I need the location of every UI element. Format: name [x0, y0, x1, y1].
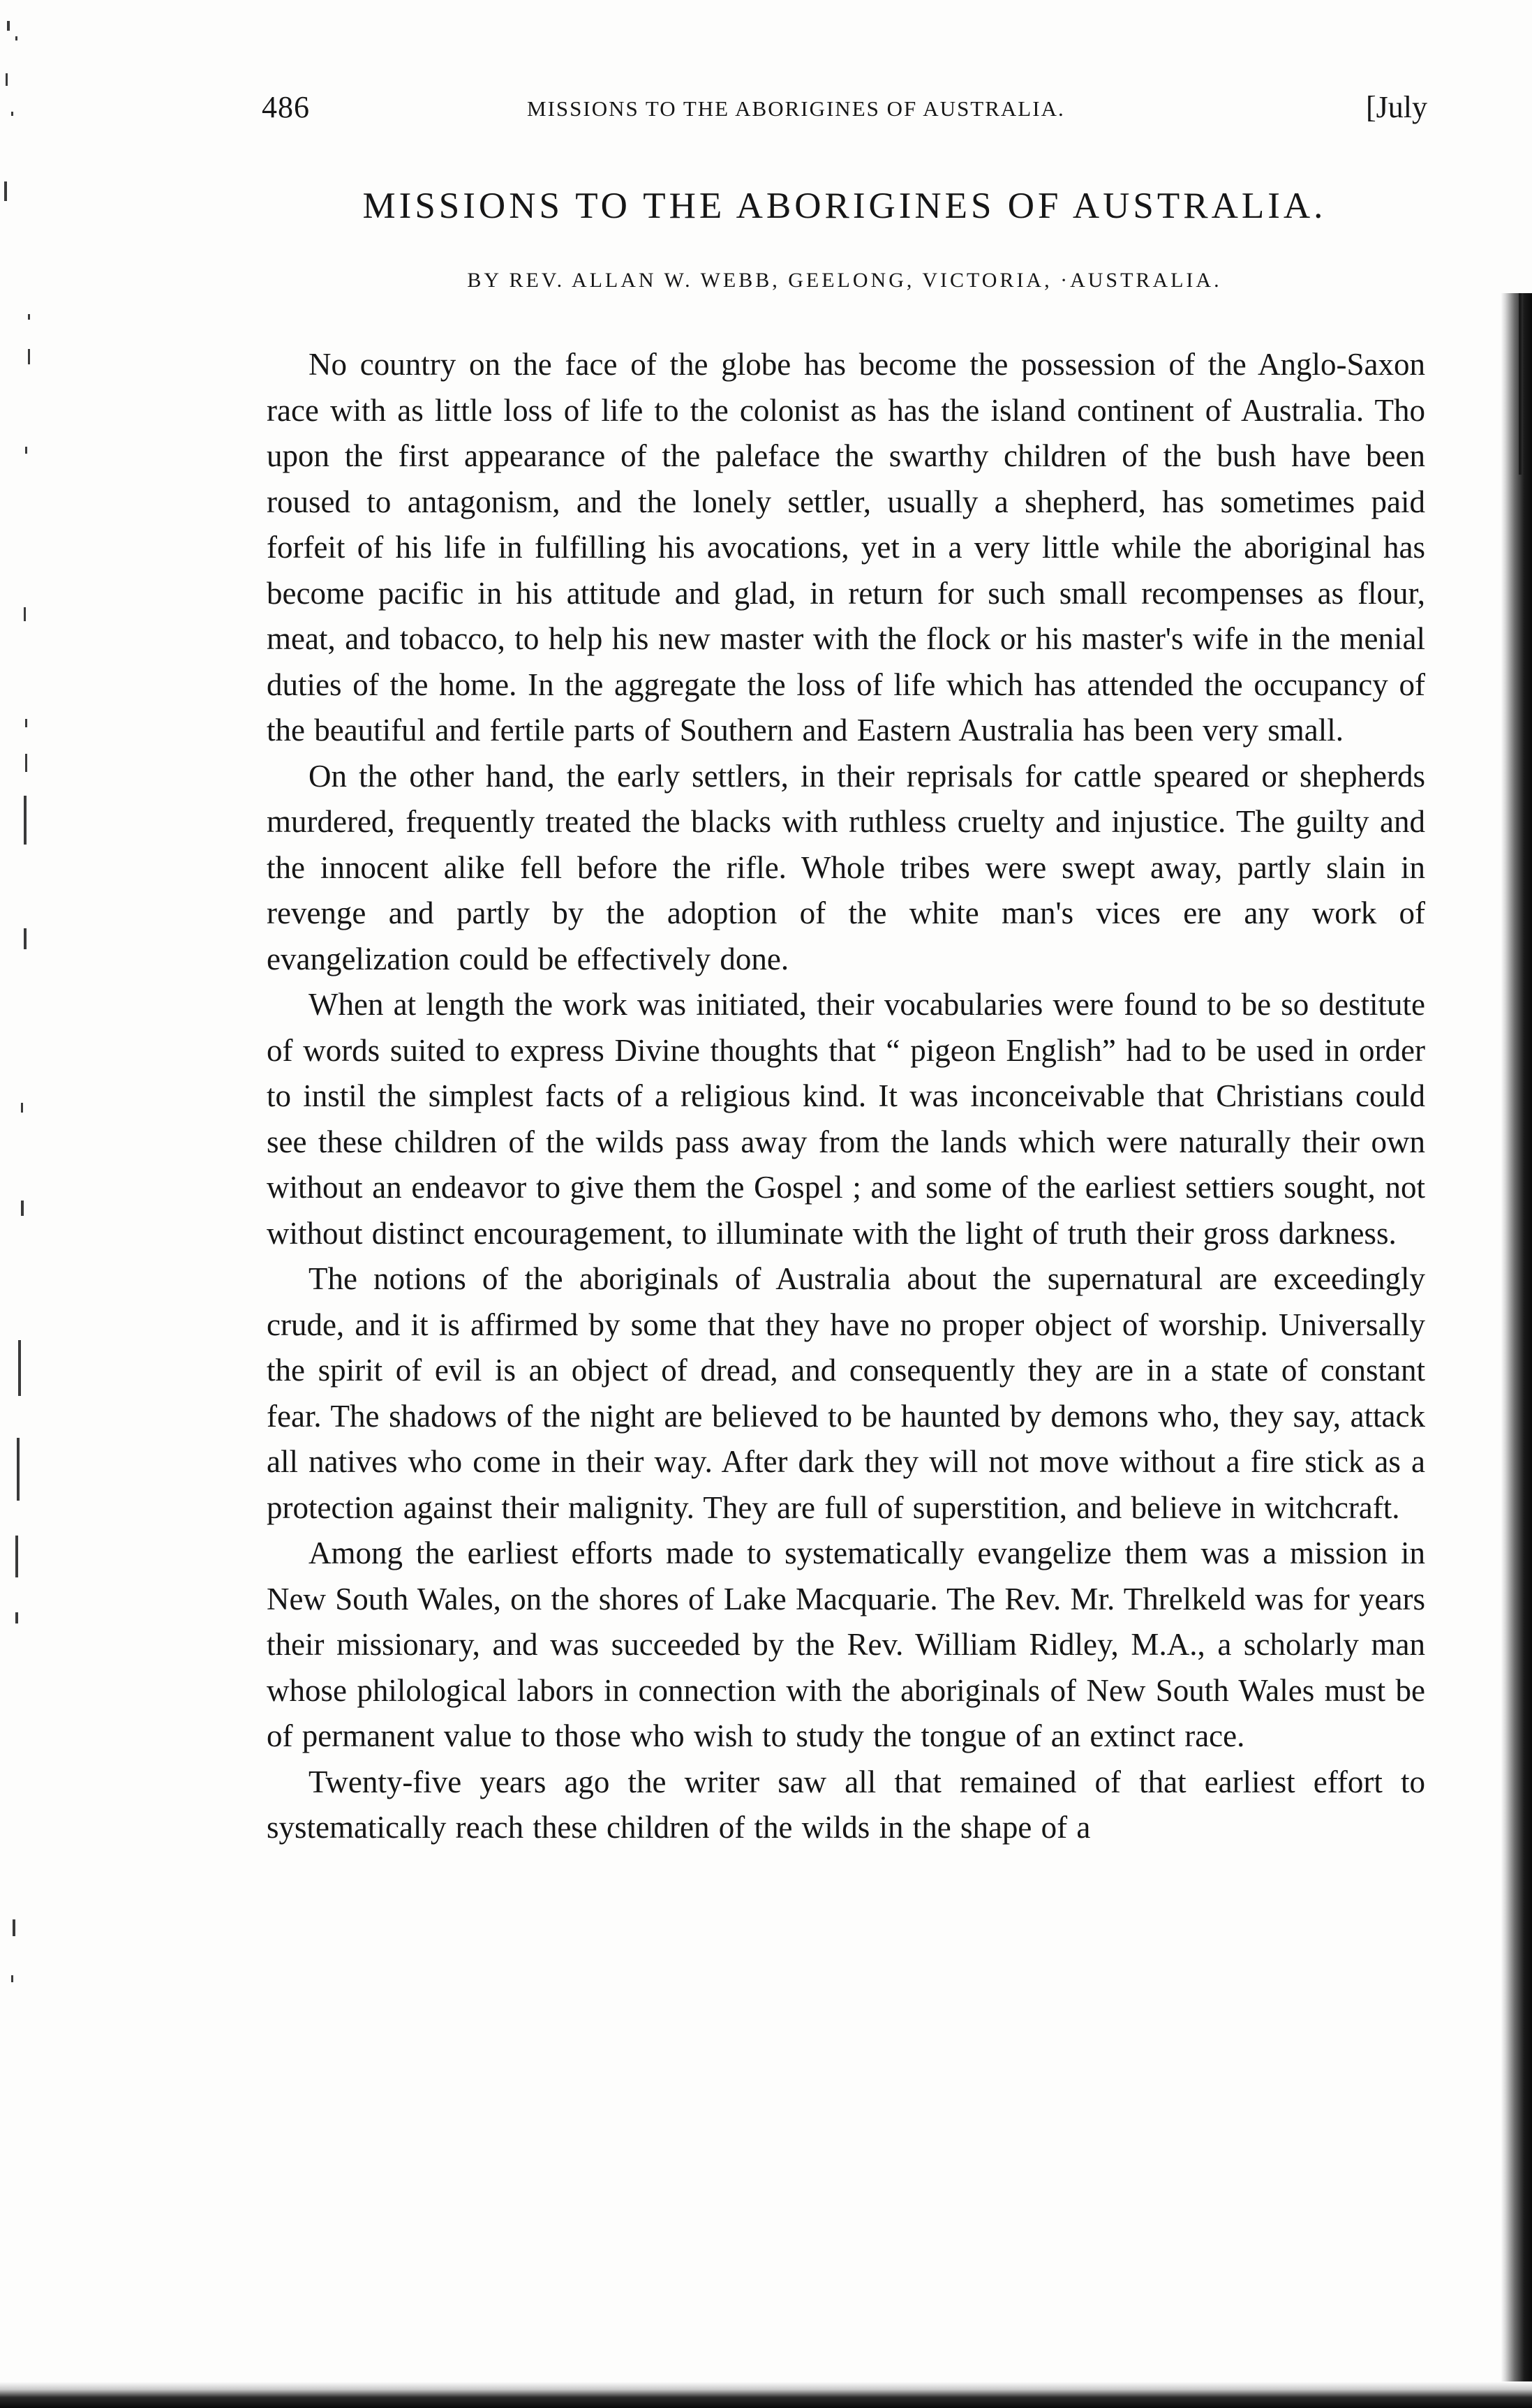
article-byline: BY REV. ALLAN W. WEBB, GEELONG, VICTORIA, ·AUSTRALIA. [467, 269, 1222, 292]
paragraph: On the other hand, the early settlers, in their reprisals for cattle speared or shepherds murdered, frequently treated the blacks with ruthless cruelty and injustice. The guilty and the innocent alike fell before the rifle. Whole tribes were swept away, partly slain in revenge and partly by the adoption of the white man's vices ere any work of evangelization could be effectively done. [267, 758, 1425, 976]
margin-speck [13, 1919, 15, 1936]
margin-speck [21, 1201, 24, 1216]
margin-speck [11, 1975, 13, 1982]
margin-speck [15, 1536, 18, 1577]
paragraph: When at length the work was initiated, their vocabularies were found to be so destitute of words suited to express Divine thoughts that “ pigeon English” had to be used in order to instil the simplest facts of a religious kind. It was inconceivable that Christians could see these children of the wilds pass away from the lands which were naturally their own without an endeavor to give them the Gospel ; and some of the earliest settiers sought, not without distinct encouragement, to illuminate with the light of truth their gross darkness. [267, 987, 1425, 1251]
paragraph: Twenty-five years ago the writer saw all that remained of that earliest effort to systematically reach these children of the wilds in the shape of a [267, 1764, 1425, 1845]
margin-speck [15, 36, 17, 40]
margin-speck [6, 73, 8, 86]
margin-speck [7, 21, 10, 31]
margin-speck [25, 754, 27, 772]
margin-speck [21, 1103, 23, 1113]
gutter-shadow [1501, 293, 1532, 2387]
margin-speck [24, 796, 27, 845]
issue-month: [July [1366, 90, 1427, 124]
margin-speck [25, 447, 27, 454]
paragraph: Among the earliest efforts made to systematically evangelize them was a mission in New South Wales, on the shores of Lake Macquarie. The Rev. Mr. Threlkeld was for years their missionary, and was succeeded by the Rev. William Ridley, M.A., a scholarly man whose philological labors in connection with the aboriginals of New South Wales must be of permanent value to those who wish to study the tongue of an extinct race. [267, 1536, 1425, 1753]
margin-speck [24, 928, 27, 949]
margin-speck [28, 314, 30, 320]
paragraph: The notions of the aboriginals of Australia about the supernatural are exceedingly crude, and it is affirmed by some that they have no proper object of worship. Universally the spirit of evil is an object of dread, and consequently they are in a state of constant fear. The shadows of the night are believed to be haunted by demons who, they say, attack all natives who come in their way. After dark they will not move without a fire stick as a protection against their malignity. They are full of superstition, and believe in witchcraft. [267, 1261, 1425, 1525]
page-edge-line [1519, 293, 1522, 475]
margin-speck [15, 1612, 18, 1623]
margin-speck [28, 349, 30, 364]
article-body [267, 342, 1425, 1851]
running-header [262, 89, 1427, 131]
margin-speck [4, 181, 7, 201]
margin-speck [25, 719, 27, 727]
page-number: 486 [262, 90, 310, 124]
margin-speck [18, 1340, 21, 1396]
margin-speck [11, 112, 13, 116]
paragraph: No country on the face of the globe has become the possession of the Anglo-Saxon race with as little loss of life to the colonist as has the island continent of Australia. Tho upon the first appearance of the paleface the swarthy children of the bush have been roused to antagonism, and the lonely settler, usually a shepherd, has sometimes paid forfeit of his life in fulfilling his avocations, yet in a very little while the aboriginal has become pacific in his attitude and glad, in return for such small recompenses as flour, meat, and tobacco, to help his new master with the flock or his master's wife in the menial duties of the home. In the aggregate the loss of life which has attended the occupancy of the beautiful and fertile parts of Southern and Eastern Australia has been very small. [267, 347, 1425, 748]
article-title: MISSIONS TO THE ABORIGINES OF AUSTRALIA. [362, 186, 1327, 226]
margin-speck [17, 1438, 20, 1501]
margin-speck [24, 607, 26, 621]
bottom-edge-shadow [0, 2381, 1532, 2408]
running-title: MISSIONS TO THE ABORIGINES OF AUSTRALIA. [527, 96, 1065, 121]
